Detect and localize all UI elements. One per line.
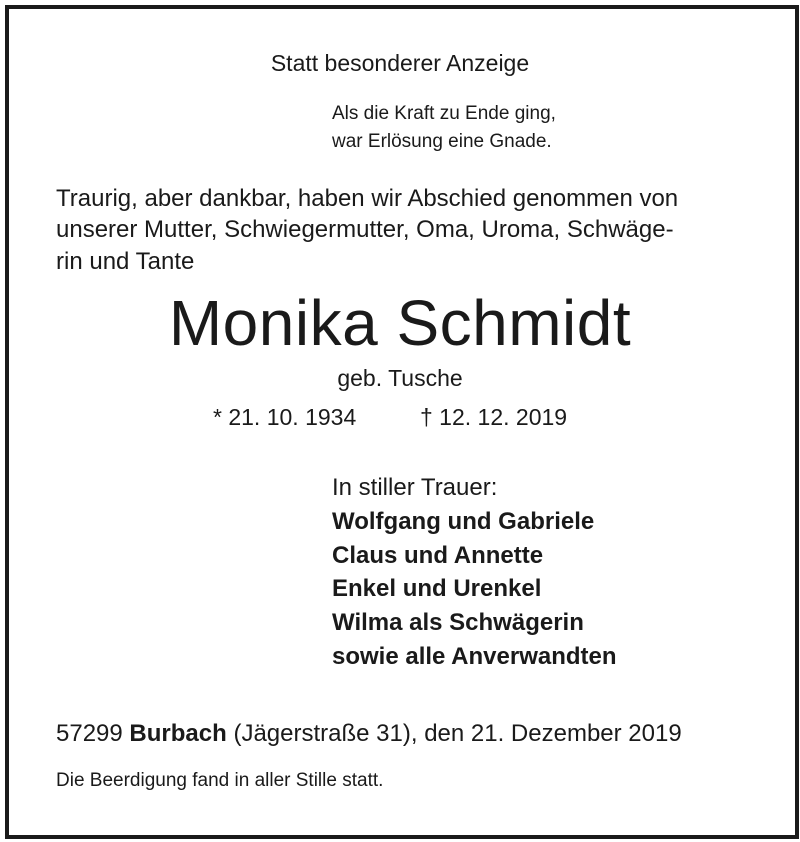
intro-line-3: rin und Tante: [56, 248, 195, 275]
birth-date: * 21. 10. 1934: [213, 404, 357, 430]
deceased-name: Monika Schmidt: [168, 287, 632, 359]
header-text: Statt besonderer Anzeige: [270, 50, 530, 76]
address-date: (Jägerstraße 31), den 21. Dezember 2019: [233, 720, 682, 747]
death-date: † 12. 12. 2019: [420, 404, 568, 430]
mourner-name: Wilma als Schwägerin: [332, 609, 584, 636]
zip-code: 57299: [56, 720, 123, 747]
intro-line-2: unserer Mutter, Schwiegermutter, Oma, Uroma, Schwäge-: [56, 216, 674, 243]
mourner-name: Enkel und Urenkel: [332, 575, 542, 602]
location-line: [56, 720, 682, 748]
maiden-name: geb. Tusche: [337, 365, 463, 391]
mourner-name: sowie alle Anverwandten: [332, 643, 617, 670]
intro-line-1: Traurig, aber dankbar, haben wir Abschied genommen von: [56, 185, 679, 212]
funeral-note: Die Beerdigung fand in aller Stille statt.: [56, 770, 384, 791]
quote-line-1: Als die Kraft zu Ende ging,: [332, 103, 556, 124]
city-name: Burbach: [129, 720, 227, 747]
quote-line-2: war Erlösung eine Gnade.: [332, 131, 552, 152]
mourner-name: Wolfgang und Gabriele: [332, 508, 595, 535]
mourner-name: Claus und Annette: [332, 542, 544, 569]
mourning-label: In stiller Trauer:: [332, 474, 498, 501]
